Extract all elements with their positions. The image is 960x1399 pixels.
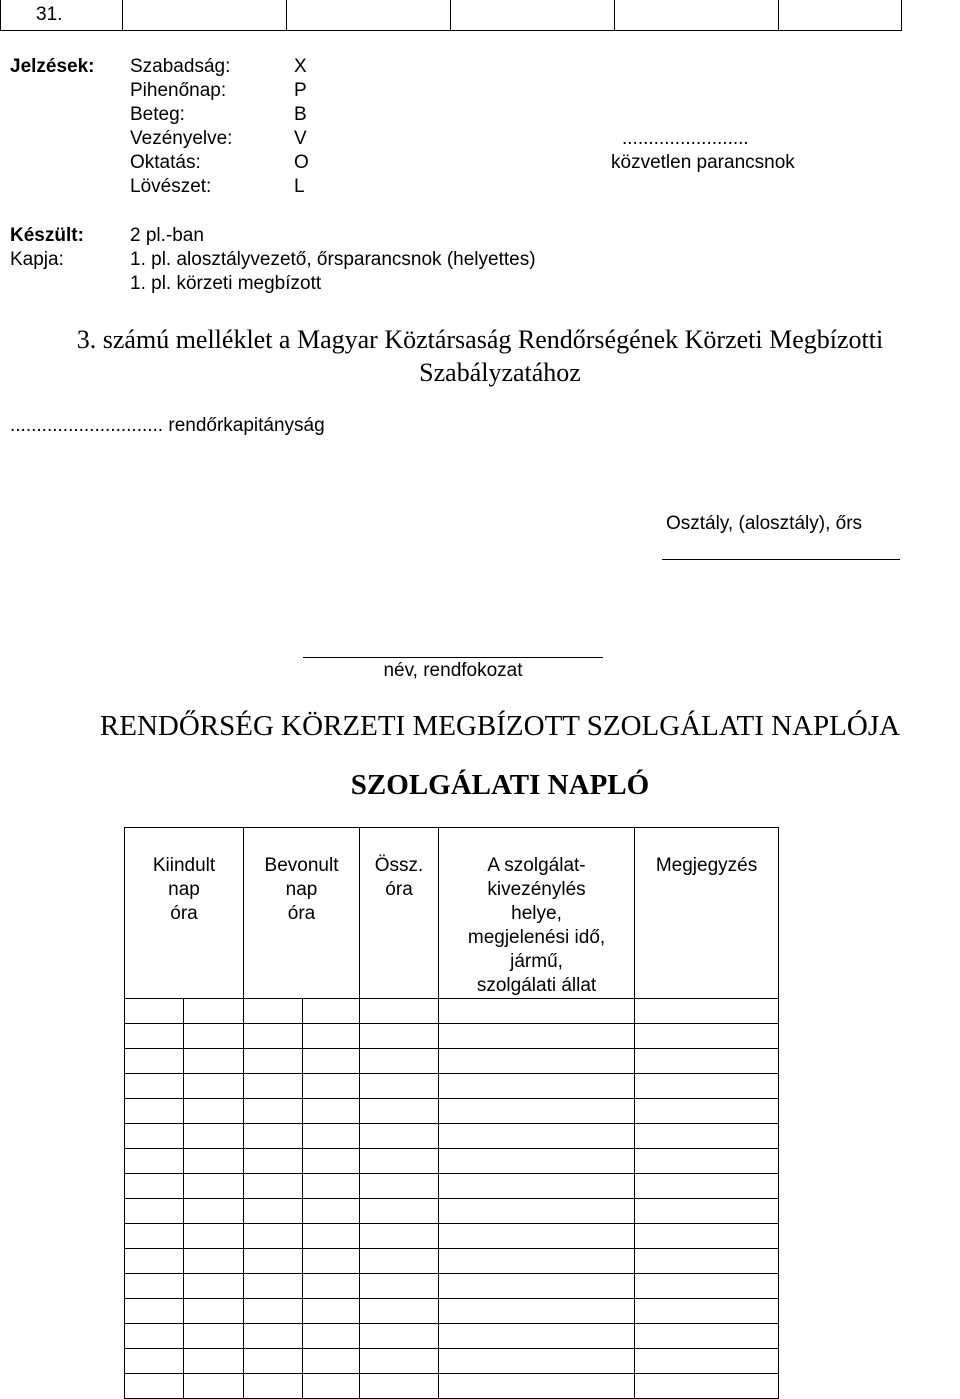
legend-label: Vezényelve:: [130, 128, 233, 149]
table-cell[interactable]: [439, 1324, 635, 1349]
recipient-line: 1. pl. alosztályvezető, őrsparancsnok (helyettes): [130, 249, 536, 270]
table-cell[interactable]: [184, 1299, 244, 1324]
legend-code: L: [294, 176, 305, 197]
header-line: A szolgálat-kivezénylés: [487, 855, 586, 900]
table-cell[interactable]: [635, 1299, 779, 1324]
table-cell[interactable]: [439, 1074, 635, 1099]
header-line: Megjegyzés: [655, 855, 758, 876]
table-row: [125, 1174, 779, 1199]
header-line: megjelenési idő, jármű,: [467, 927, 606, 972]
table-cell[interactable]: [439, 1149, 635, 1174]
table-cell[interactable]: [184, 1249, 244, 1274]
service-log-table: [124, 827, 779, 1399]
table-cell[interactable]: [244, 1199, 303, 1224]
table-cell[interactable]: [635, 1049, 779, 1074]
page-header-strip: [0, 0, 905, 32]
table-cell[interactable]: [125, 1249, 184, 1274]
page-number: 31.: [36, 4, 63, 25]
table-row: [125, 1224, 779, 1249]
table-cell[interactable]: [439, 1099, 635, 1124]
header-line: Kiindult: [152, 855, 216, 876]
table-row: [125, 1149, 779, 1174]
table-cell[interactable]: [125, 1224, 184, 1249]
annex-line-2: Szabályzatához: [419, 358, 581, 387]
table-cell[interactable]: [125, 999, 184, 1024]
legend-code: X: [294, 56, 307, 77]
header-line: helye,: [511, 903, 562, 924]
table-cell[interactable]: [303, 1199, 360, 1224]
name-label: név, rendfokozat: [383, 660, 523, 681]
table-cell[interactable]: [635, 1124, 779, 1149]
table-cell[interactable]: [303, 1074, 360, 1099]
table-cell[interactable]: [184, 1174, 244, 1199]
made-label: Készült:: [10, 225, 84, 246]
table-cell[interactable]: [303, 1224, 360, 1249]
table-cell[interactable]: [125, 1349, 184, 1374]
table-cell[interactable]: [184, 1074, 244, 1099]
table-cell[interactable]: [244, 1174, 303, 1199]
table-cell[interactable]: [635, 1349, 779, 1374]
table-row: [125, 1274, 779, 1299]
table-row: [125, 1049, 779, 1074]
annex-line-1: 3. számú melléklet a Magyar Köztársaság Rendőrségének Körzeti Megbízotti: [76, 325, 884, 354]
legend-code: B: [294, 104, 307, 125]
table-cell[interactable]: [439, 1174, 635, 1199]
table-cell[interactable]: [244, 1349, 303, 1374]
table-cell[interactable]: [125, 1149, 184, 1174]
table-cell[interactable]: [184, 1124, 244, 1149]
table-cell[interactable]: [360, 1174, 439, 1199]
header-cell: [614, 0, 779, 31]
table-cell[interactable]: [360, 1024, 439, 1049]
table-cell[interactable]: [439, 999, 635, 1024]
unit-signature-line: [662, 559, 900, 560]
table-cell[interactable]: [184, 1274, 244, 1299]
table-cell[interactable]: [184, 1024, 244, 1049]
table-cell[interactable]: [125, 1024, 184, 1049]
table-cell[interactable]: [244, 1249, 303, 1274]
table-cell[interactable]: [439, 1199, 635, 1224]
main-title: RENDŐRSÉG KÖRZETI MEGBÍZOTT SZOLGÁLATI NAPLÓJA: [99, 710, 901, 742]
table-cell[interactable]: [244, 1074, 303, 1099]
table-cell[interactable]: [635, 1374, 779, 1399]
table-cell[interactable]: [360, 1049, 439, 1074]
table-row: [125, 1299, 779, 1324]
table-cell[interactable]: [439, 1274, 635, 1299]
header-line: Bevonult: [264, 855, 339, 876]
table-cell[interactable]: [635, 1224, 779, 1249]
legend-label: Pihenőnap:: [130, 80, 227, 101]
table-row: [125, 1374, 779, 1399]
table-cell[interactable]: [184, 1099, 244, 1124]
table-cell[interactable]: [360, 1149, 439, 1174]
table-cell[interactable]: [184, 1324, 244, 1349]
table-cell[interactable]: [303, 1124, 360, 1149]
table-cell[interactable]: [244, 1299, 303, 1324]
table-cell[interactable]: [439, 1224, 635, 1249]
table-cell[interactable]: [360, 1074, 439, 1099]
table-cell[interactable]: [303, 1249, 360, 1274]
table-row: [125, 1024, 779, 1049]
column-header-remarks: [635, 828, 779, 999]
table-cell[interactable]: [360, 1274, 439, 1299]
table-cell[interactable]: [635, 1199, 779, 1224]
table-cell[interactable]: [439, 1024, 635, 1049]
table-body: [125, 999, 779, 1399]
header-cell: [122, 0, 287, 31]
table-row: [125, 1099, 779, 1124]
table-row: [125, 999, 779, 1024]
header-cell: [286, 0, 451, 31]
table-cell[interactable]: [184, 999, 244, 1024]
table-cell[interactable]: [303, 1324, 360, 1349]
signature-role: közvetlen parancsnok: [611, 152, 795, 173]
table-cell[interactable]: [635, 1024, 779, 1049]
table-cell[interactable]: [184, 1149, 244, 1174]
table-cell[interactable]: [439, 1249, 635, 1274]
table-cell[interactable]: [303, 1374, 360, 1399]
column-header-total-hours: [360, 828, 439, 999]
table-cell[interactable]: [125, 1374, 184, 1399]
table-cell[interactable]: [360, 1199, 439, 1224]
table-cell[interactable]: [439, 1124, 635, 1149]
table-cell[interactable]: [244, 1224, 303, 1249]
table-cell[interactable]: [303, 1049, 360, 1074]
recipients-label: Kapja:: [10, 249, 64, 270]
table-cell[interactable]: [244, 999, 303, 1024]
table-cell[interactable]: [125, 1074, 184, 1099]
table-cell[interactable]: [439, 1299, 635, 1324]
legend-title: Jelzések:: [10, 56, 95, 77]
unit-label: Osztály, (alosztály), őrs: [666, 513, 863, 534]
header-line: nap: [285, 879, 318, 900]
table-cell[interactable]: [360, 1249, 439, 1274]
signature-dots: ........................: [622, 128, 749, 149]
table-cell[interactable]: [244, 1374, 303, 1399]
table-cell[interactable]: [184, 1224, 244, 1249]
table-cell[interactable]: [635, 1149, 779, 1174]
table-cell[interactable]: [635, 1174, 779, 1199]
table-cell[interactable]: [360, 999, 439, 1024]
table-cell[interactable]: [125, 1049, 184, 1074]
table-cell[interactable]: [439, 1349, 635, 1374]
table-header-row: [125, 828, 779, 999]
header-line: óra: [170, 903, 198, 924]
table-row: [125, 1074, 779, 1099]
header-cell: [778, 0, 902, 31]
table-cell[interactable]: [360, 1124, 439, 1149]
table-cell[interactable]: [125, 1099, 184, 1124]
table-cell[interactable]: [125, 1174, 184, 1199]
table-cell[interactable]: [244, 1024, 303, 1049]
table-cell[interactable]: [303, 1299, 360, 1324]
legend-label: Lövészet:: [130, 176, 212, 197]
header-line: nap: [168, 879, 200, 900]
legend-code: V: [294, 128, 307, 149]
name-signature-line: [303, 657, 603, 658]
table-cell[interactable]: [125, 1324, 184, 1349]
table-cell[interactable]: [303, 1349, 360, 1374]
header-line: Össz.: [374, 855, 424, 876]
table-cell[interactable]: [184, 1349, 244, 1374]
column-header-returned: [244, 828, 360, 999]
table-cell[interactable]: [360, 1099, 439, 1124]
table-cell[interactable]: [184, 1199, 244, 1224]
table-cell[interactable]: [360, 1224, 439, 1249]
table-cell[interactable]: [244, 1124, 303, 1149]
table-cell[interactable]: [635, 1074, 779, 1099]
table-cell[interactable]: [439, 1374, 635, 1399]
table-cell[interactable]: [635, 1099, 779, 1124]
table-cell[interactable]: [635, 999, 779, 1024]
header-line: szolgálati állat: [476, 975, 597, 996]
table-row: [125, 1324, 779, 1349]
office-line: ............................. rendőrkapitányság: [10, 415, 325, 436]
table-row: [125, 1124, 779, 1149]
made-value: 2 pl.-ban: [130, 225, 204, 246]
table-cell[interactable]: [125, 1274, 184, 1299]
legend-code: O: [294, 152, 309, 173]
sub-title: SZOLGÁLATI NAPLÓ: [350, 769, 650, 801]
table-cell[interactable]: [360, 1349, 439, 1374]
recipient-line: 1. pl. körzeti megbízott: [130, 273, 322, 294]
table-row: [125, 1199, 779, 1224]
header-line: óra: [385, 879, 413, 900]
legend-code: P: [294, 80, 307, 101]
column-header-assignment: [439, 828, 635, 999]
legend-label: Szabadság:: [130, 56, 231, 77]
table-cell[interactable]: [244, 1049, 303, 1074]
header-cell: [450, 0, 615, 31]
table-cell[interactable]: [635, 1249, 779, 1274]
table-cell[interactable]: [125, 1199, 184, 1224]
column-header-departed: [125, 828, 244, 999]
table-row: [125, 1349, 779, 1374]
table-cell[interactable]: [184, 1374, 244, 1399]
header-line: óra: [287, 903, 316, 924]
table-cell[interactable]: [635, 1324, 779, 1349]
table-cell[interactable]: [244, 1274, 303, 1299]
table-cell[interactable]: [244, 1324, 303, 1349]
table-cell[interactable]: [303, 1274, 360, 1299]
table-cell[interactable]: [635, 1274, 779, 1299]
table-cell[interactable]: [360, 1374, 439, 1399]
table-cell[interactable]: [125, 1124, 184, 1149]
table-cell[interactable]: [360, 1299, 439, 1324]
table-cell[interactable]: [439, 1049, 635, 1074]
table-cell[interactable]: [360, 1324, 439, 1349]
table-cell[interactable]: [303, 999, 360, 1024]
table-cell[interactable]: [303, 1174, 360, 1199]
legend-label: Oktatás:: [130, 152, 201, 173]
table-cell[interactable]: [303, 1149, 360, 1174]
table-cell[interactable]: [244, 1099, 303, 1124]
table-cell[interactable]: [244, 1149, 303, 1174]
table-cell[interactable]: [184, 1049, 244, 1074]
table-cell[interactable]: [303, 1099, 360, 1124]
table-cell[interactable]: [303, 1024, 360, 1049]
legend-label: Beteg:: [130, 104, 185, 125]
table-cell[interactable]: [125, 1299, 184, 1324]
table-row: [125, 1249, 779, 1274]
